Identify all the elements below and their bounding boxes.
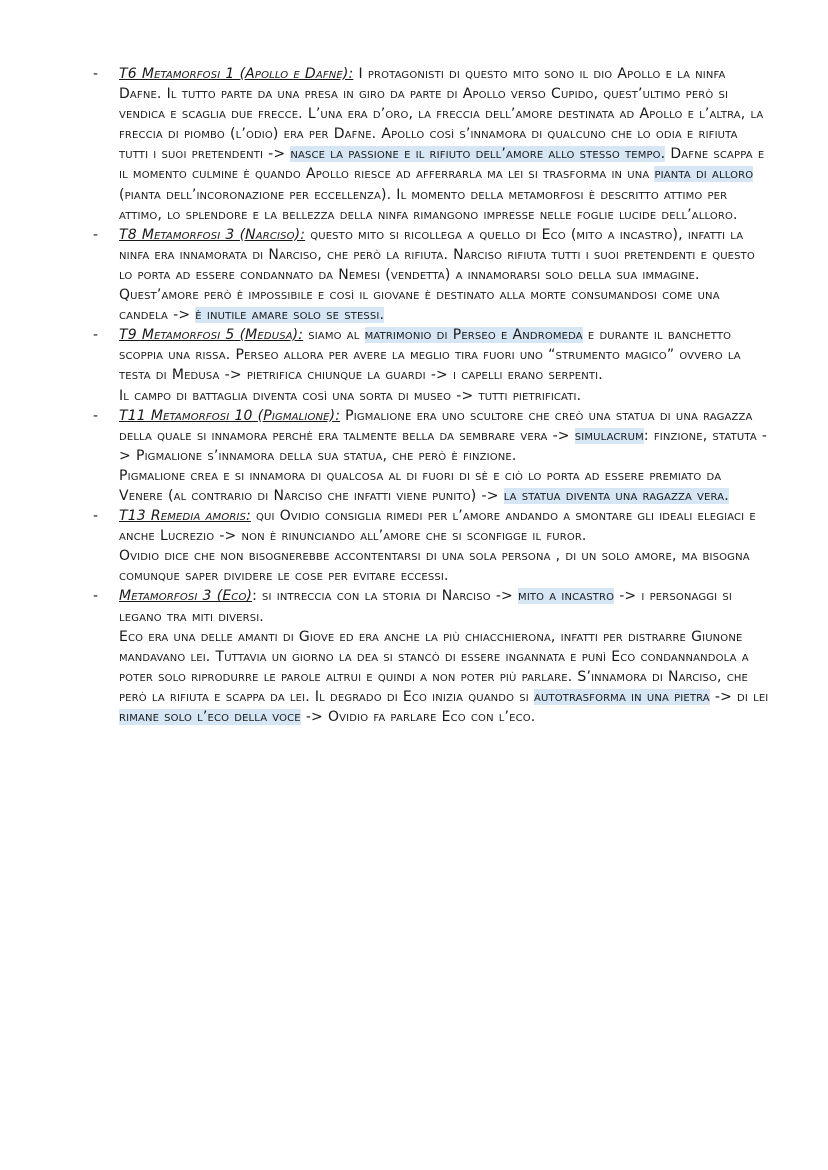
note-text: I protagonisti di questo mito sono il dio Apollo e la ninfa Dafne. Il tutto parte da una presa in giro da parte di Apollo verso Cupido, quest’ultimo però si vendica e scaglia due frecce. L’una era d’oro, la freccia dell’amore destinata ad Apollo e l’altra, la freccia di piombo (l’odio) era per Dafne. Apollo così s’innamora di qualcuno che lo odia e rifiuta tutti i suoi pretendenti -> <box>119 66 764 163</box>
highlighted-text: è inutile amare solo se stessi. <box>195 307 385 324</box>
note-text: (pianta dell’incoronazione per eccellenza). Il momento della metamorfosi è descritto attimo per attimo, lo splendore e la bellezza della ninfa rimangono impresse nelle foglie lucide dell’alloro. <box>119 186 738 223</box>
note-text: questo mito si ricollega a quello di Eco (mito a incastro), infatti la ninfa era innamorata di Narciso, che però la rifiuta. Narciso rifiuta tutti i suoi pretendenti e questo lo porta ad essere condannato da Nemesi (vendetta) a innamorarsi solo della sua immagine. Quest’amore però è impossibile e così il giovane è destinato alla morte consumandosi come una candela -> <box>119 226 755 324</box>
note-title: T8 Metamorfosi 3 (Narciso): <box>119 226 306 243</box>
note-text: Pigmalione era uno scultore che creò una statua di una ragazza della quale si innamora perchè era talmente bella da sembrare vera -> <box>119 407 753 444</box>
note-item <box>0 586 828 727</box>
highlighted-text: pianta di alloro <box>654 166 754 183</box>
note-text: siamo al <box>303 327 365 344</box>
note-text: Eco era una delle amanti di Giove ed era anche la più chiacchierona, infatti per distrarre Giunone mandavano lei. Tuttavia un giorno la dea si stancò di essere ingannata e punì Eco condannandola a poter solo riprodurre le parole altrui e quindi a non poter più parlare. S’innamora di Narciso, che però la rifiuta e scappa da lei. Il degrado di Eco inizia quando si <box>119 628 749 705</box>
note-item <box>0 64 828 225</box>
note-text: Dafne scappa e il momento culmine è quando Apollo riesce ad afferrarla ma lei si trasforma in una <box>119 146 765 183</box>
note-text: Pigmalione crea e si innamora di qualcosa al di fuori di sè e ciò lo porta ad essere premiato da Venere (al contrario di Narciso che infatti viene punito) -> <box>119 467 722 504</box>
note-text: : finzione, statuta -> Pigmalione s’innamora della sua statua, che però è finzione. <box>119 427 768 464</box>
note-title: T9 Metamorfosi 5 (Medusa): <box>119 327 304 344</box>
note-text: -> i personaggi si legano tra miti diversi. <box>119 588 732 625</box>
note-item <box>0 506 828 586</box>
note-item <box>0 325 828 405</box>
note-item <box>0 225 828 325</box>
note-text: qui Ovidio consiglia rimedi per l’amore andando a smontare gli ideali elegiaci e anche Lucrezio -> non è rinunciando all’amore che si sconfigge il furor. <box>119 508 756 545</box>
highlighted-text: nasce la passione e il rifiuto dell’amore allo stesso tempo. <box>290 146 666 163</box>
highlighted-text: rimane solo l’eco della voce <box>119 709 301 725</box>
note-text: : si intreccia con la storia di Narciso -> <box>252 588 519 605</box>
highlighted-text: mito a incastro <box>518 588 615 605</box>
note-title: T13 Remedia amoris: <box>119 508 251 525</box>
highlighted-text: simulacrum <box>574 427 644 444</box>
note-title: Metamorfosi 3 (Eco) <box>119 588 253 605</box>
note-item <box>0 406 828 506</box>
note-title: T11 Metamorfosi 10 (Pigmalione): <box>119 407 341 424</box>
highlighted-text: la statua diventa una ragazza vera. <box>503 487 729 504</box>
note-text: -> Ovidio fa parlare Eco con l’eco. <box>300 709 536 725</box>
highlighted-text: autotrasforma in una pietra <box>533 688 710 705</box>
highlighted-text: matrimonio di Perseo e Andromeda <box>364 327 583 344</box>
note-text: Ovidio dice che non bisognerebbe accontentarsi di una sola persona , di un solo amore, ma bisogna comunque saper dividere le cose per evitare eccessi. <box>119 548 750 585</box>
note-text: Il campo di battaglia diventa così una sorta di museo -> tutti pietrificati. <box>119 387 582 404</box>
note-title: T6 Metamorfosi 1 (Apollo e Dafne): <box>119 66 354 82</box>
notes-list <box>0 64 828 727</box>
note-text: e durante il banchetto scoppia una rissa. Perseo allora per avere la meglio tira fuori uno “strumento magico” ovvero la testa di Medusa -> pietrifica chiunque la guardi -> i capelli erano serpenti. <box>119 327 741 384</box>
note-text: -> di lei <box>709 688 769 705</box>
